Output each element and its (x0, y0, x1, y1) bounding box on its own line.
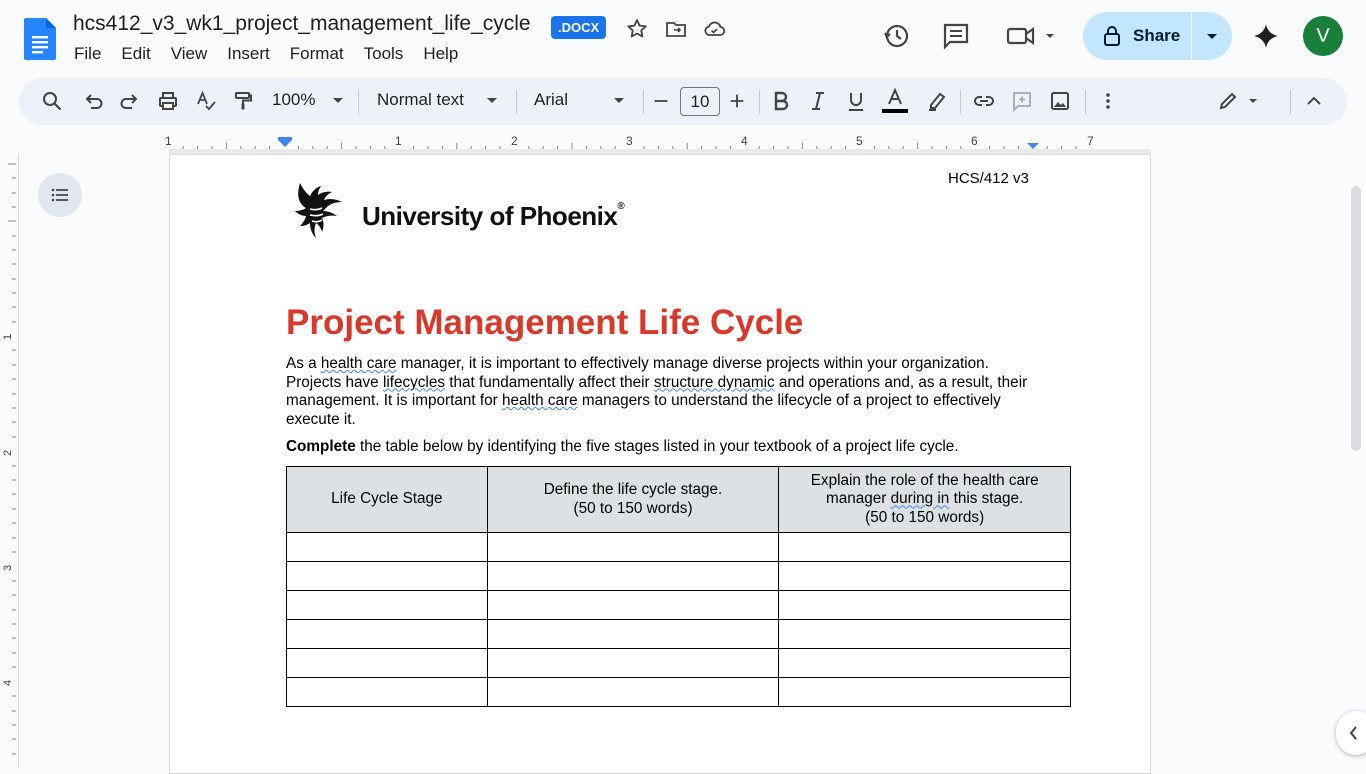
table-row (287, 649, 1071, 678)
text-color-button[interactable] (882, 87, 908, 115)
side-panel-toggle-button[interactable] (1336, 711, 1366, 755)
chevron-up-icon (1303, 90, 1325, 112)
university-logo (288, 179, 628, 255)
toolbar-divider (643, 90, 644, 114)
vertical-ruler[interactable] (0, 154, 19, 768)
instruction-text: the table below by identifying the five stages listed in your textbook of a project life cycle. (355, 438, 959, 455)
lock-icon (1103, 26, 1121, 46)
increase-font-size-button[interactable] (727, 89, 747, 113)
spell-flagged-text[interactable]: structure dynamic (653, 373, 775, 391)
paragraph-style-select[interactable]: Normal text (377, 90, 464, 109)
menu-file[interactable]: File (74, 44, 102, 63)
zoom-dropdown-icon[interactable] (332, 96, 344, 106)
table-cell[interactable] (287, 649, 488, 678)
text-run: As a (286, 355, 321, 372)
spell-flagged-text[interactable]: lifecycles (382, 373, 445, 391)
document-heading: Project Management Life Cycle (286, 303, 804, 342)
vertical-scrollbar[interactable] (1351, 186, 1361, 451)
table-cell[interactable] (487, 649, 779, 678)
gemini-sparkle-icon[interactable] (1251, 21, 1281, 51)
instruction-paragraph (286, 438, 1046, 456)
decrease-font-size-button[interactable] (651, 89, 671, 113)
highlight-color-button[interactable] (924, 89, 948, 113)
share-label: Share (1133, 26, 1181, 45)
italic-button[interactable] (807, 89, 829, 113)
ruler-label: 1 (395, 134, 402, 148)
spellcheck-icon (195, 90, 217, 112)
share-button[interactable] (1083, 12, 1191, 60)
header-role-line: Explain the role of the health care (810, 471, 1039, 489)
font-size-input[interactable]: 10 (680, 87, 720, 116)
cloud-saved-icon[interactable] (702, 17, 726, 41)
zoom-select[interactable]: 100% (272, 90, 316, 109)
text-color-icon (882, 87, 908, 115)
redo-button[interactable] (118, 89, 142, 113)
text-run: that fundamentally affect their (445, 373, 654, 391)
toolbar-divider (1085, 90, 1086, 114)
formatting-toolbar (19, 78, 1347, 125)
minus-icon (651, 90, 671, 112)
docs-logo-icon[interactable] (24, 18, 56, 60)
spell-flagged-text[interactable]: health care (501, 392, 578, 410)
meet-icon[interactable] (1005, 21, 1057, 51)
font-family-select[interactable]: Arial (534, 90, 569, 109)
document-title[interactable]: hcs412_v3_wk1_project_management_life_cycle (73, 12, 531, 35)
document-outline-button[interactable] (38, 173, 82, 217)
outline-list-icon (38, 173, 82, 217)
chevron-down-icon (1192, 12, 1232, 60)
paint-format-button[interactable] (231, 89, 255, 113)
highlighter-icon (925, 90, 947, 112)
table-cell[interactable] (487, 678, 779, 707)
style-dropdown-icon[interactable] (486, 96, 498, 106)
underline-icon (845, 90, 867, 112)
life-cycle-table (286, 466, 1071, 707)
undo-icon (82, 90, 104, 112)
vertical-ruler-ticks (0, 154, 19, 768)
instruction-bold: Complete (286, 438, 356, 455)
bold-button[interactable] (770, 89, 792, 113)
table-cell[interactable] (779, 620, 1071, 649)
move-folder-icon[interactable] (664, 17, 688, 41)
table-cell[interactable] (487, 620, 779, 649)
header-role-wordcount: (50 to 150 words) (865, 508, 985, 526)
document-page[interactable] (169, 154, 1151, 774)
phoenix-bird-icon (288, 179, 358, 255)
paint-format-icon (232, 90, 254, 112)
vruler-label: 1 (2, 333, 14, 340)
menu-format[interactable]: Format (289, 44, 344, 63)
table-row (287, 562, 1071, 591)
registered-mark: ® (617, 201, 625, 212)
table-cell[interactable] (487, 533, 779, 562)
table-row (287, 591, 1071, 620)
first-line-indent-marker[interactable] (278, 137, 292, 140)
insert-link-button[interactable] (972, 89, 996, 113)
share-dropdown-button[interactable] (1192, 12, 1232, 60)
horizontal-ruler[interactable] (19, 130, 1347, 154)
table-cell[interactable] (287, 562, 488, 591)
font-dropdown-icon[interactable] (613, 96, 625, 106)
table-row (287, 533, 1071, 562)
table-cell[interactable] (287, 620, 488, 649)
spell-flagged-text[interactable]: health care (320, 355, 397, 372)
ruler-label: 2 (511, 134, 518, 148)
table-cell[interactable] (779, 533, 1071, 562)
bold-icon (770, 90, 792, 112)
link-icon (973, 90, 995, 112)
add-comment-icon (1011, 90, 1033, 112)
version-history-icon[interactable] (882, 21, 912, 51)
top-bar (0, 0, 1366, 76)
table-cell[interactable] (287, 591, 488, 620)
add-comment-button[interactable] (1010, 89, 1034, 113)
menu-bar (64, 44, 468, 64)
header-cell-define[interactable] (487, 467, 779, 533)
table-cell[interactable] (287, 678, 488, 707)
account-avatar[interactable]: V (1303, 16, 1343, 56)
logo-wordmark (362, 201, 624, 232)
print-button[interactable] (156, 89, 180, 113)
table-cell[interactable] (779, 649, 1071, 678)
plus-icon (727, 90, 747, 112)
vruler-label: 3 (2, 564, 14, 571)
menu-insert[interactable]: Insert (227, 44, 270, 63)
menu-view[interactable]: View (170, 44, 208, 63)
ruler-label: 4 (741, 134, 748, 148)
editing-mode-button[interactable] (1217, 89, 1261, 113)
ruler-label: 3 (626, 134, 633, 148)
header-cell-role[interactable] (779, 467, 1071, 533)
chevron-left-icon (1336, 711, 1366, 755)
toolbar-divider (516, 90, 517, 114)
ruler-ticks (19, 130, 1347, 154)
redo-icon (119, 90, 141, 112)
italic-icon (807, 90, 829, 112)
search-menus-button[interactable] (39, 89, 65, 113)
search-icon (41, 90, 63, 112)
table-cell[interactable] (779, 678, 1071, 707)
more-options-button[interactable] (1096, 89, 1120, 113)
header-define-line: Define the life cycle stage. (543, 481, 723, 498)
spell-flagged-text[interactable]: during in (890, 490, 950, 508)
table-cell[interactable] (779, 562, 1071, 591)
menu-edit[interactable]: Edit (121, 44, 151, 63)
comments-icon[interactable] (941, 21, 971, 51)
text-run: and operations and, as a result, their management. It is important for (286, 373, 1028, 410)
image-icon (1049, 90, 1071, 112)
table-cell[interactable] (287, 533, 488, 562)
toolbar-divider (358, 90, 359, 114)
ruler-label: 5 (856, 134, 863, 148)
text-run: this stage. (949, 490, 1024, 508)
ruler-label: 1 (165, 134, 172, 148)
ruler-label: 7 (1087, 134, 1094, 148)
hide-menus-button[interactable] (1302, 89, 1326, 113)
header-course-code: HCS/412 v3 (948, 170, 1029, 187)
table-cell[interactable] (487, 562, 779, 591)
table-row (287, 620, 1071, 649)
insert-image-button[interactable] (1048, 89, 1072, 113)
table-row (287, 678, 1071, 707)
spelling-button[interactable] (194, 89, 218, 113)
header-stage-text: Life Cycle Stage (331, 490, 443, 508)
menu-help[interactable]: Help (423, 44, 459, 63)
file-type-badge: .DOCX (551, 16, 606, 39)
pencil-icon (1217, 90, 1261, 112)
table-cell[interactable] (779, 591, 1071, 620)
text-run: manager (826, 490, 891, 508)
undo-button[interactable] (81, 89, 105, 113)
toolbar-divider (960, 90, 961, 114)
header-cell-stage[interactable] (287, 467, 488, 533)
toolbar-divider (1290, 90, 1291, 114)
text-run: manager, it is important to effectively manage diverse projects within your organization. Projects have (286, 355, 989, 391)
vruler-label: 4 (2, 679, 14, 686)
underline-button[interactable] (845, 89, 867, 113)
text-run: managers to understand the lifecycle of a project to effectively execute it. (286, 392, 1001, 428)
table-cell[interactable] (487, 591, 779, 620)
toolbar-divider (759, 90, 760, 114)
menu-tools[interactable]: Tools (363, 44, 404, 63)
vruler-label: 2 (2, 449, 14, 456)
header-define-wordcount: (50 to 150 words) (573, 499, 693, 517)
table-header-row (287, 467, 1071, 533)
print-icon (157, 90, 179, 112)
more-vertical-icon (1097, 90, 1119, 112)
ruler-label: 6 (971, 134, 978, 148)
logo-text: University of Phoenix (362, 201, 618, 231)
star-icon[interactable] (625, 17, 649, 41)
intro-paragraph (286, 355, 1046, 429)
